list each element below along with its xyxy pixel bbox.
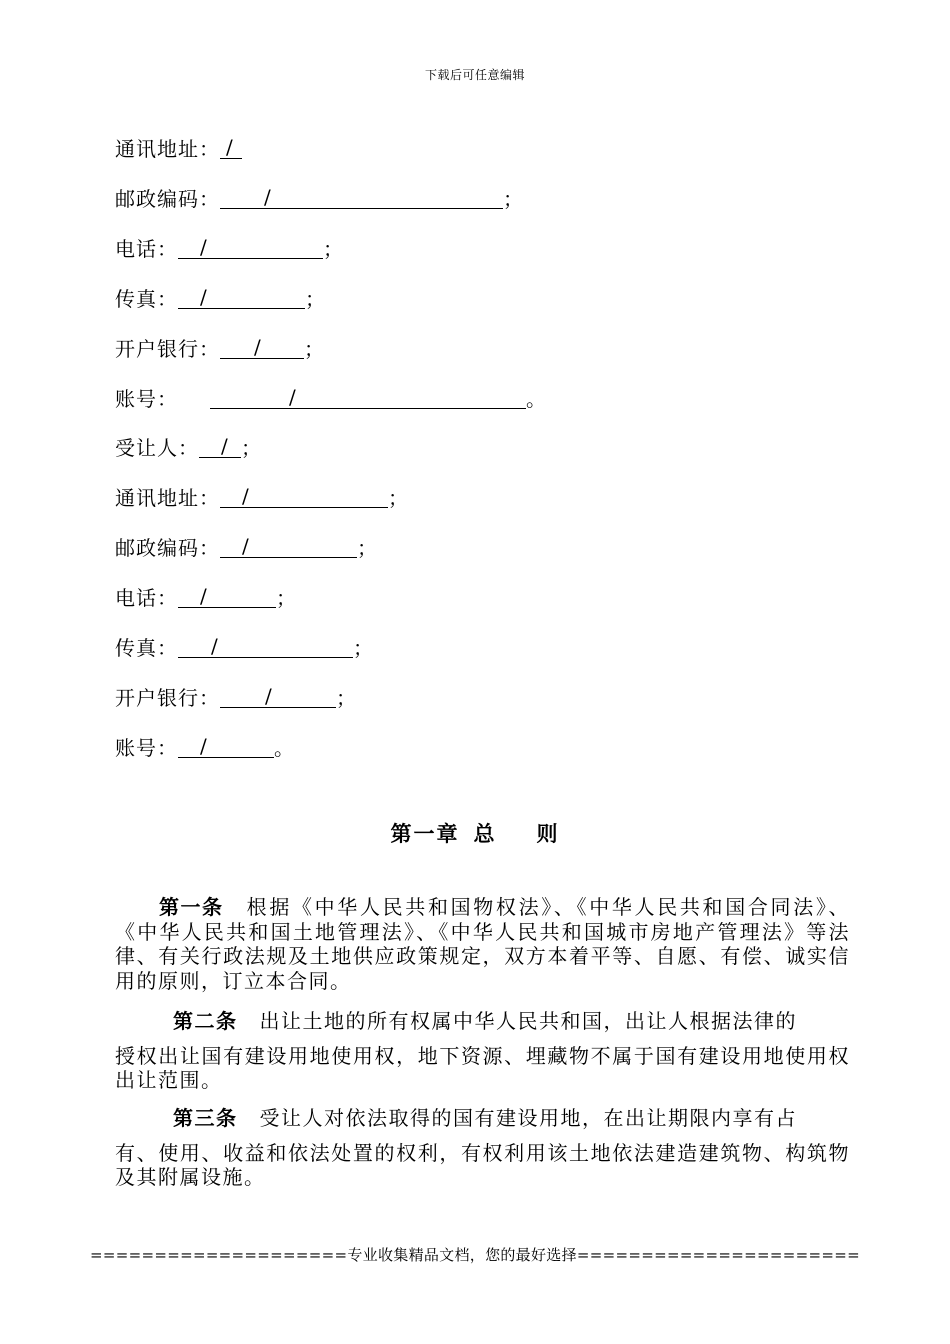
field-row: 邮政编码： / ；	[115, 534, 378, 560]
field-row: 邮政编码： / ；	[115, 185, 524, 211]
article-1	[115, 895, 850, 993]
field-label: 邮政编码：	[115, 187, 220, 211]
field-value: /	[220, 136, 242, 159]
field-row: 受让人： / ；	[115, 434, 262, 460]
article-heading: 第二条	[173, 1009, 238, 1033]
article-2	[115, 1009, 850, 1093]
field-label: 开户银行：	[115, 337, 220, 361]
field-row: 账号： / 。	[115, 385, 547, 411]
field-label: 传真：	[115, 287, 178, 311]
field-label: 邮政编码：	[115, 536, 220, 560]
field-value: /	[178, 735, 274, 758]
header-note: 下载后可任意编辑	[424, 68, 525, 82]
field-row: 传真： / ；	[115, 634, 374, 660]
field-value: /	[178, 286, 305, 309]
chapter-title: 第一章 总 则	[390, 821, 560, 846]
field-row: 通讯地址： / ；	[115, 484, 409, 510]
article-text: 法》、《中华人民共和国土地管理法》、《中华人民共和国城市房地产管理法》等法律、有关行政法规及土地供应政策规定，双方本着平等、自愿、有偿、诚实信用的原则，订立本合同。	[115, 895, 851, 993]
field-value: /	[199, 435, 241, 458]
article-heading: 第三条	[173, 1106, 238, 1130]
field-value: /	[178, 585, 276, 608]
footer-note: ====================专业收集精品文档，您的最好选择======================	[90, 1246, 860, 1264]
article-3	[115, 1106, 850, 1190]
field-row: 电话： / ；	[115, 584, 297, 610]
field-label: 受让人：	[115, 436, 199, 460]
field-label: 通讯地址：	[115, 137, 220, 161]
article-text: 出让土地的所有权属中华人民共和国，出让人根据法律的	[259, 1009, 797, 1033]
article-text: 授权出让国有建设用地使用权，地下资源、埋藏物不属于国有建设用地使用权出让范围。	[115, 1043, 850, 1092]
article-text: 有、使用、收益和依法处置的权利，有权利用该土地依法建造建筑物、构筑物及其附属设施。	[115, 1140, 850, 1189]
article-text: 受让人对依法取得的国有建设用地，在出让期限内享有占	[259, 1106, 797, 1130]
field-value: /	[220, 485, 388, 508]
field-value: /	[220, 336, 304, 359]
field-row: 开户银行： / ；	[115, 684, 357, 710]
field-label: 开户银行：	[115, 686, 220, 710]
field-label: 传真：	[115, 636, 178, 660]
field-row: 账号： / 。	[115, 734, 295, 760]
field-row: 电话： / ；	[115, 235, 344, 261]
field-row: 开户银行： / ；	[115, 335, 325, 361]
field-label: 账号：	[115, 387, 178, 411]
field-value: /	[220, 535, 357, 558]
field-value: /	[178, 635, 353, 658]
field-label: 电话：	[115, 237, 178, 261]
field-row	[115, 136, 242, 161]
field-label: 通讯地址：	[115, 486, 220, 510]
field-value: /	[220, 685, 336, 708]
field-value: /	[210, 386, 526, 409]
article-text: 根据《中华人民共和国物权法》、《中华人民共和国合同	[245, 895, 794, 919]
field-row: 传真： / ；	[115, 285, 326, 311]
field-label: 电话：	[115, 586, 178, 610]
field-value: /	[178, 236, 323, 259]
field-value: /	[220, 186, 503, 209]
article-heading: 第一条	[159, 895, 224, 919]
field-label: 账号：	[115, 736, 178, 760]
